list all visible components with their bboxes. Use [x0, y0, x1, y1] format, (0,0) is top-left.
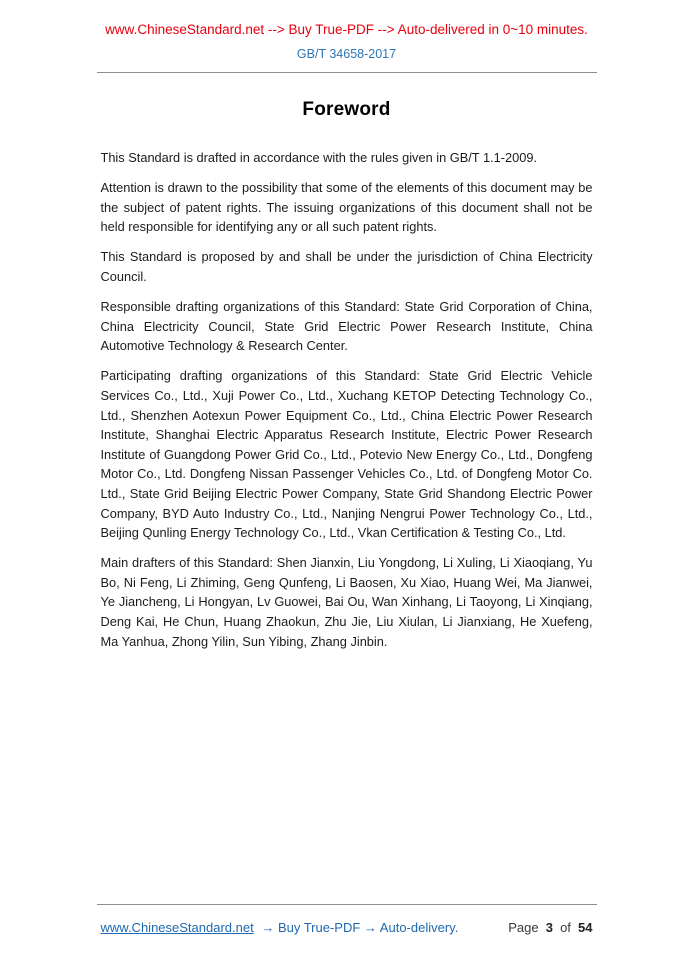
para-drafting-rules: This Standard is drafted in accordance with the rules given in GB/T 1.1-2009. [100, 150, 538, 165]
footer-row [101, 919, 593, 936]
footer-site-link[interactable]: www.ChineseStandard.net [100, 920, 254, 935]
page-total: 54 [578, 920, 593, 935]
para-participating-orgs: Participating drafting organizations of this Standard: State Grid Electric Vehicle Services Co., Ltd., Xuji Power Co., Ltd., Xuchang KETOP Detecting Technology Co., Ltd., Shenzhen Aotexun Power Equipment Co., Ltd., China Electric Power Research Institute, Shanghai Electric Apparatus Research Institute, Electric Power Research Institute of Guangdong Power Grid Co., Ltd., Potevio New Energy Co., Ltd., Dongfeng Motor Co., Ltd. Dongfeng Nissan Passenger Vehicles Co., Ltd. of Dongfeng Motor Co. Ltd., State Grid Beijing Electric Power Company, State Grid Shandong Electric Power Company, BYD Auto Industry Co., Ltd., Nanjing Nengrui Power Technology Co., Ltd., Beijing Qunling Energy Technology Co., Ltd., Vkan Certification & Testing Co., Ltd. [100, 368, 593, 541]
para-patent-notice: Attention is drawn to the possibility that some of the elements of this document may be the subject of patent rights. The issuing organizations of this document shall not be held responsible for identifying any or all such patent rights. [100, 180, 593, 235]
page-title: Foreword [302, 99, 391, 120]
header-promo-text: www.ChineseStandard.net --> Buy True-PDF --> Auto-delivered in 0~10 minutes. [105, 22, 588, 37]
footer-promo-text: → Buy True-PDF → Auto-delivery. [261, 920, 459, 935]
para-jurisdiction: This Standard is proposed by and shall be under the jurisdiction of China Electricity Council. [100, 249, 593, 284]
footer-divider [97, 904, 597, 905]
standard-number: GB/T 34658-2017 [296, 47, 397, 61]
page-label: Page [508, 920, 539, 935]
header-divider [97, 72, 597, 73]
page-footer [0, 894, 693, 936]
page-indicator [508, 919, 592, 936]
page-of-label: of [560, 920, 571, 935]
document-body [101, 148, 593, 651]
para-responsible-orgs: Responsible drafting organizations of this Standard: State Grid Corporation of China, China Electricity Council, State Grid Electric Power Research Institute, China Automotive Technology & Research Center. [100, 299, 593, 354]
page-number: 3 [545, 920, 553, 935]
para-main-drafters: Main drafters of this Standard: Shen Jianxin, Liu Yongdong, Li Xuling, Li Xiaoqiang, Yu Bo, Ni Feng, Li Zhiming, Geng Qunfeng, Li Baosen, Xu Xiao, Huang Wei, Ma Jianwei, Ye Jiancheng, Li Hongyan, Lv Guowei, Bai Ou, Wan Xinhang, Li Taoyong, Li Xinqiang, Deng Kai, He Chun, Huang Zhaokun, Zhu Jie, Liu Xiulan, Li Jianxiang, He Xuefeng, Ma Yanhua, Zhong Yilin, Sun Yibing, Zhang Jinbin. [100, 555, 593, 649]
page-header [0, 0, 693, 73]
footer-promo [101, 919, 459, 936]
